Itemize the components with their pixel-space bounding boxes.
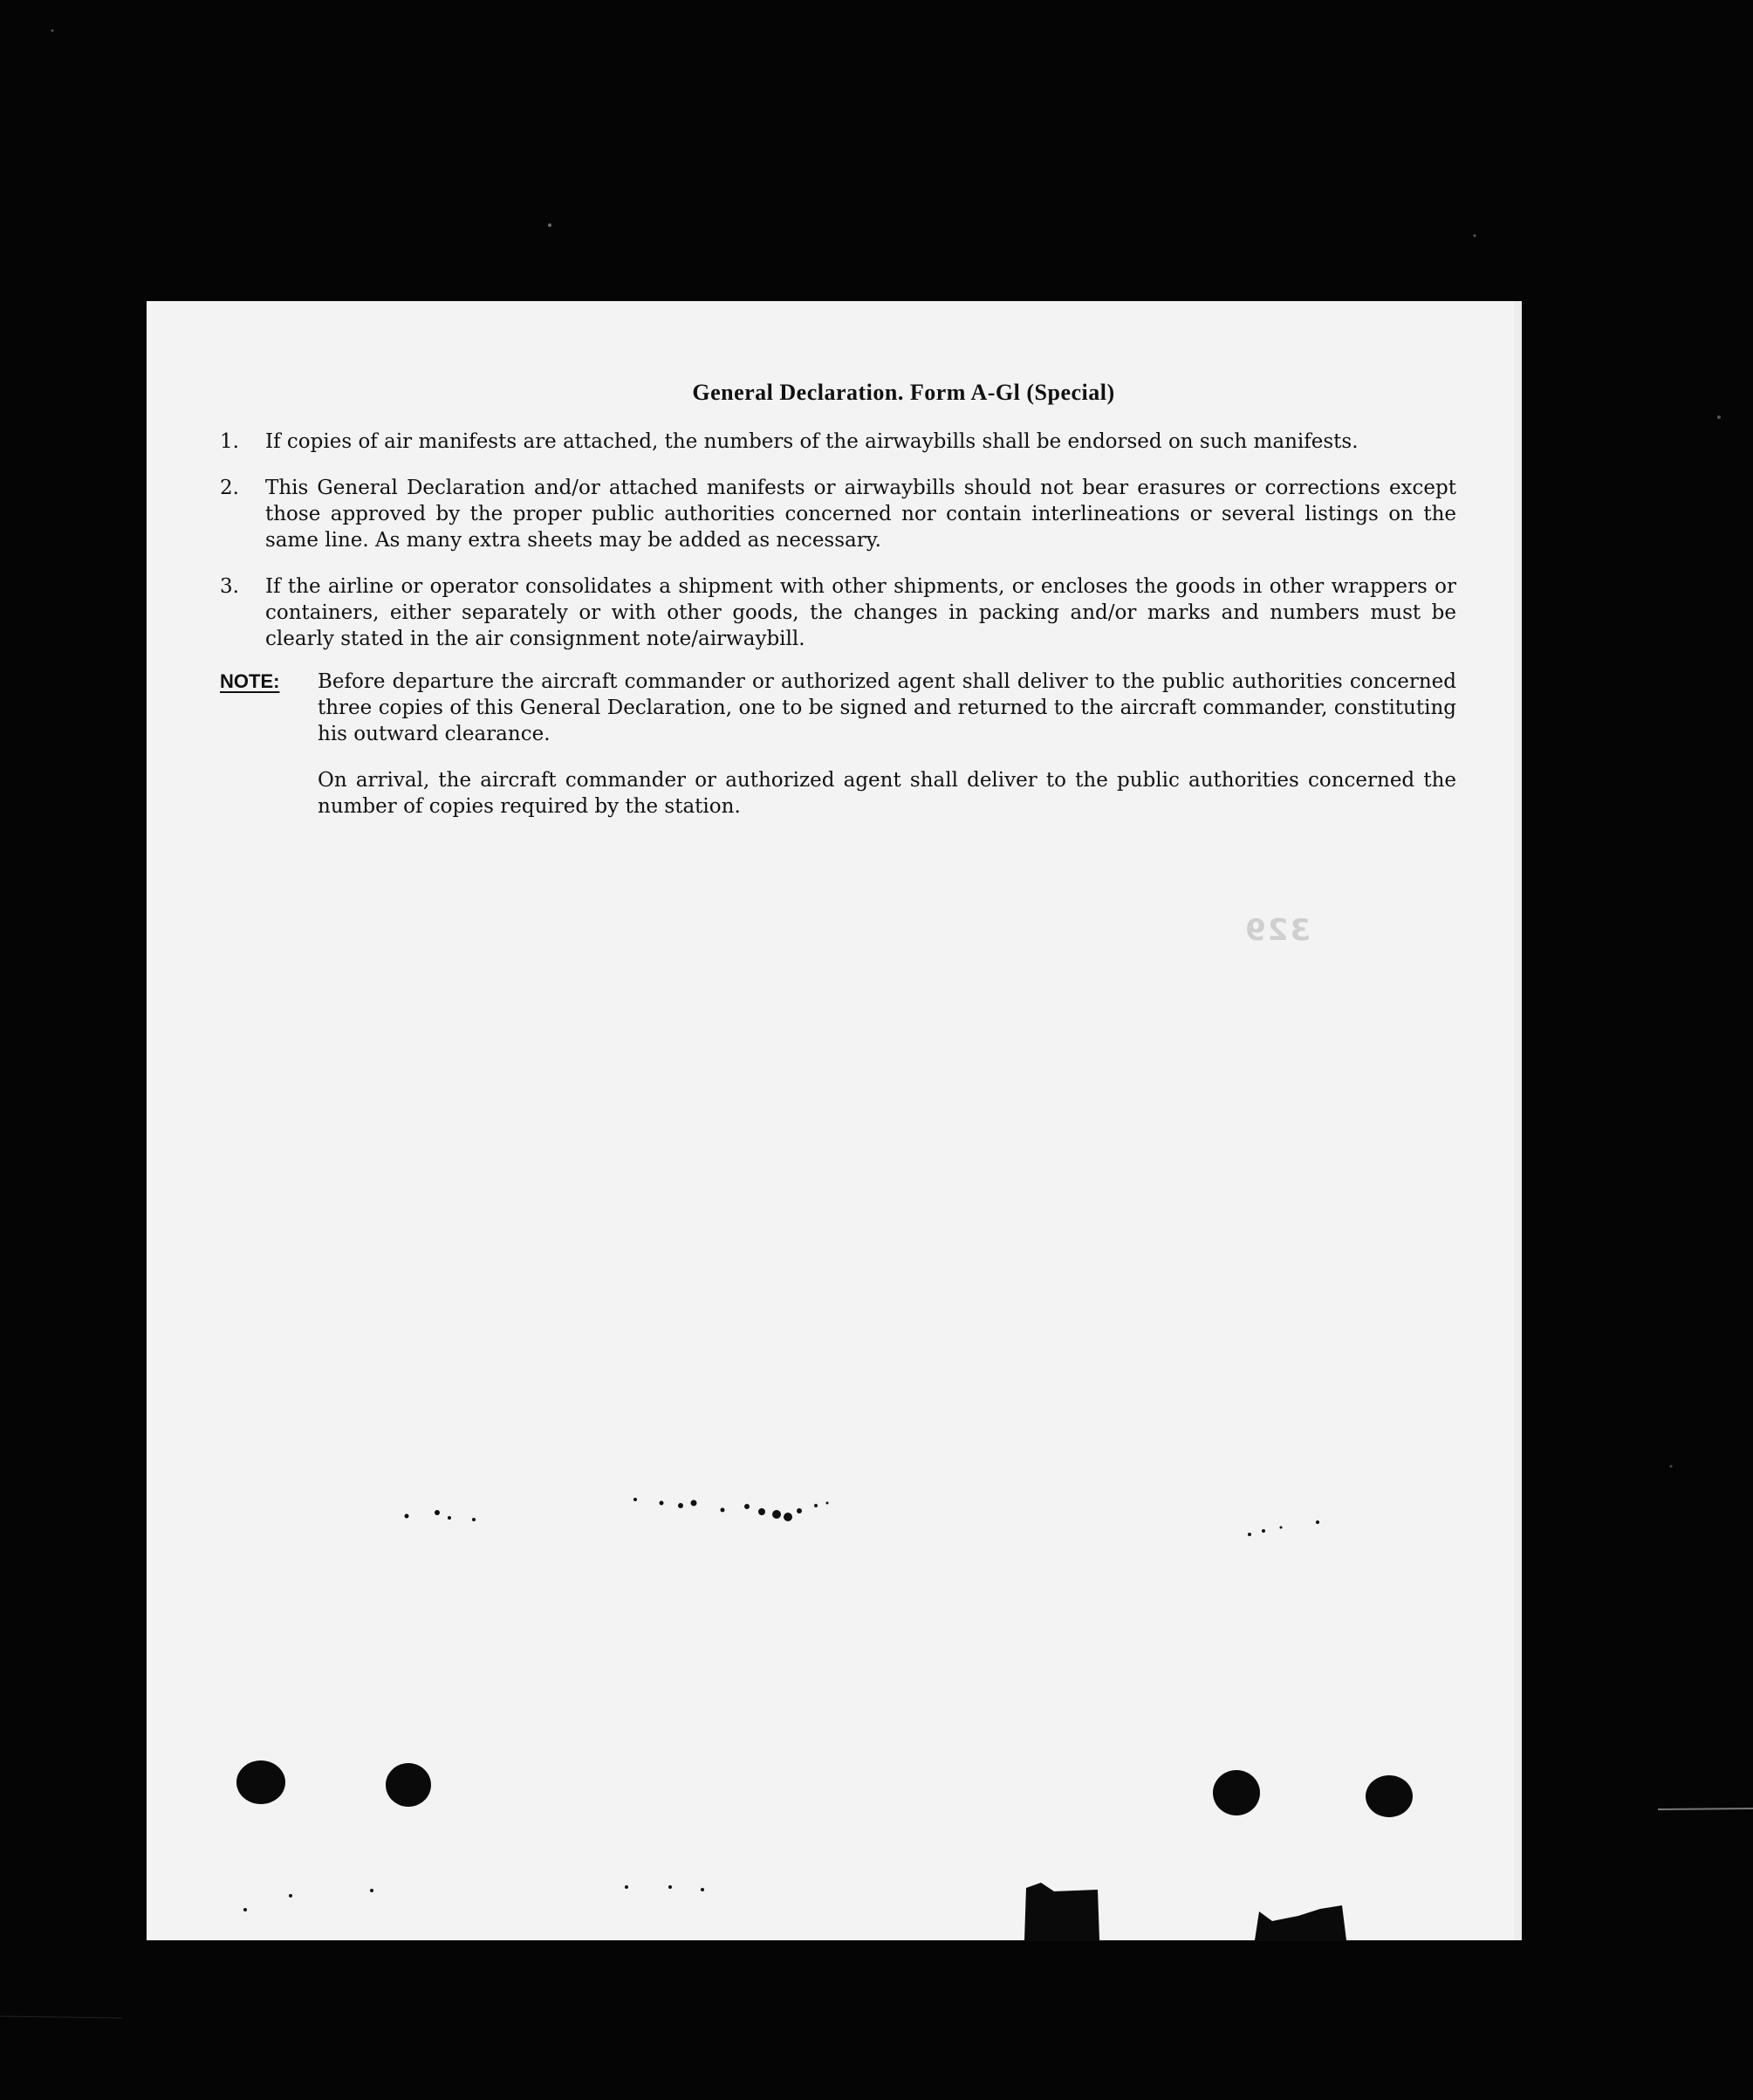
item-text: This General Declaration and/or attached manifests or airwaybills should not bear erasures or corrections except those approved by the proper public authorities concerned nor contain interlineations or several listings on the same line. As many extra sheets may be added as necessary. bbox=[265, 477, 1456, 552]
note-paragraph-arrival: On arrival, the aircraft commander or authorized agent shall deliver to the public authorities concerned the number of copies required by the station. bbox=[318, 769, 1456, 818]
item-number: 1. bbox=[220, 430, 239, 453]
page-edge bbox=[1514, 301, 1522, 1940]
document-page bbox=[147, 301, 1519, 1940]
bleed-through-stamp: 329 bbox=[1243, 913, 1311, 948]
item-number: 3. bbox=[220, 575, 239, 598]
item-text: If copies of air manifests are attached, the numbers of the airwaybills shall be endorsed on such manifests. bbox=[265, 430, 1359, 453]
item-text: If the airline or operator consolidates a shipment with other shipments, or encloses the goods in other wrappers or containers, either separately or with other goods, the changes in packing and/or marks and numbers must be clearly stated in the air consignment note/airwaybill. bbox=[265, 575, 1456, 650]
note-paragraph-departure: Before departure the aircraft commander or authorized agent shall deliver to the public authorities concerned three copies of this General Declaration, one to be signed and returned to the aircraft commander, constituting his outward clearance. bbox=[318, 670, 1456, 745]
document-title: General Declaration. Form A-Gl (Special) bbox=[692, 380, 1115, 405]
ink-specks bbox=[147, 301, 1519, 1940]
note-label: NOTE: bbox=[220, 670, 280, 692]
item-number: 2. bbox=[220, 477, 239, 499]
